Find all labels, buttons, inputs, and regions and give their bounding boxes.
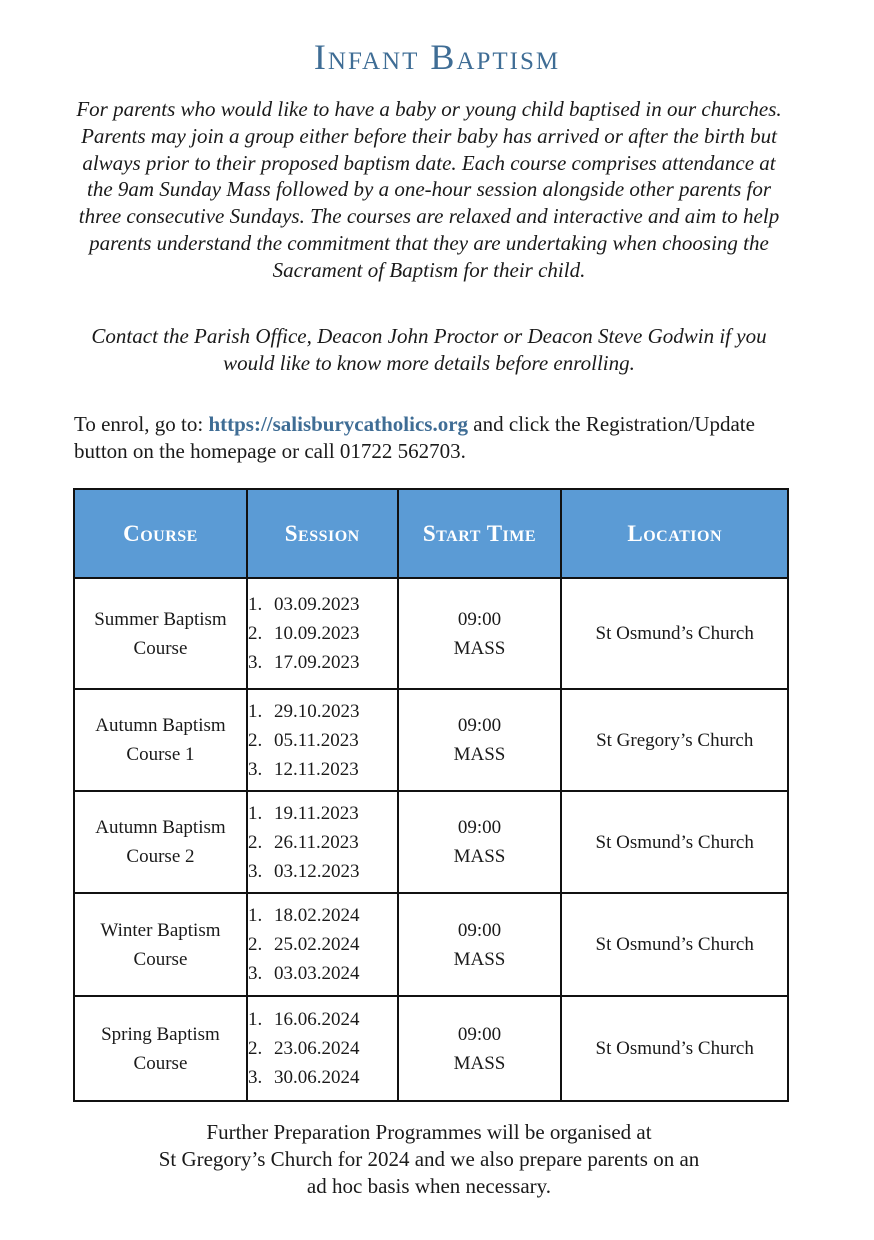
location-cell: St Gregory’s Church (561, 689, 788, 791)
session-date: 3. 12.11.2023 (247, 758, 359, 780)
enrol-paragraph (74, 411, 804, 465)
table-row (74, 996, 788, 1101)
enrol-prefix: To enrol, go to: (74, 412, 209, 436)
session-cell (247, 996, 398, 1101)
header-session: Session (247, 489, 398, 578)
session-date: 2. 10.09.2023 (247, 623, 360, 644)
header-location: Location (561, 489, 788, 578)
table-header-row (74, 489, 788, 578)
enrol-suffix: and click the Registration/Update button on the homepage or call 01722 562703. (74, 412, 755, 463)
location-cell: St Osmund’s Church (561, 996, 788, 1101)
session-date: 1. 18.02.2024 (247, 905, 360, 926)
session-cell (247, 893, 398, 996)
location-cell: St Osmund’s Church (561, 791, 788, 893)
header-start-time: Start Time (398, 489, 562, 578)
footer-note (70, 1119, 788, 1200)
session-date: 1. 03.09.2023 (247, 594, 360, 615)
start-time-cell: 09:00 MASS (398, 791, 562, 893)
page-title: Infant Baptism (313, 37, 561, 77)
course-cell (74, 996, 247, 1101)
session-date: 2. 05.11.2023 (247, 729, 359, 751)
start-time-cell: 09:00 MASS (398, 689, 562, 791)
course-name-line: Course 1 (126, 744, 195, 765)
session-date: 2. 26.11.2023 (247, 831, 359, 853)
session-cell (247, 689, 398, 791)
footer-line: ad hoc basis when necessary. (306, 1174, 552, 1198)
session-date: 3. 03.03.2024 (247, 963, 360, 984)
course-cell (74, 893, 247, 996)
session-date: 1. 19.11.2023 (247, 802, 359, 824)
table-row (74, 791, 788, 893)
session-date: 2. 23.06.2024 (247, 1038, 360, 1059)
course-name-line: Course (133, 1052, 188, 1074)
start-time-cell: 09:00 MASS (398, 893, 562, 996)
table-row (74, 893, 788, 996)
session-cell (247, 791, 398, 893)
course-name-line: Course 2 (126, 846, 195, 867)
intro-paragraph: For parents who would like to have a baby or young child baptised in our churches. Parents may join a group either before their baby has arrived or after the birth but always prior to their proposed baptism date. Each course comprises attendance at the 9am Sunday Mass followed by a one-hour session alongside other parents for three consecutive Sundays. The courses are relaxed and interactive and aim to help parents understand the commitment that they are undertaking when choosing the Sacrament of Baptism for their child. (76, 97, 782, 282)
website-link[interactable]: https://salisburycatholics.org (208, 412, 469, 436)
course-name-line: Autumn Baptism (95, 715, 226, 736)
course-name-line: Course (133, 637, 188, 659)
session-date: 3. 17.09.2023 (247, 652, 360, 673)
course-schedule-table (73, 488, 789, 1102)
course-cell (74, 689, 247, 791)
course-name-line: Winter Baptism (100, 919, 221, 941)
session-date: 3. 30.06.2024 (247, 1067, 360, 1088)
table-row (74, 689, 788, 791)
table-row (74, 578, 788, 689)
session-date: 1. 29.10.2023 (247, 700, 360, 722)
contact-paragraph: Contact the Parish Office, Deacon John Proctor or Deacon Steve Godwin if you would like to know more details before enrolling. (91, 324, 767, 375)
session-date: 3. 03.12.2023 (247, 860, 360, 882)
course-cell (74, 578, 247, 689)
course-name-line: Summer Baptism (94, 608, 227, 630)
course-name-line: Autumn Baptism (95, 817, 226, 838)
location-cell: St Osmund’s Church (561, 578, 788, 689)
course-name-line: Course (133, 948, 188, 970)
location-cell: St Osmund’s Church (561, 893, 788, 996)
footer-line: Further Preparation Programmes will be organised at (206, 1120, 652, 1144)
session-date: 2. 25.02.2024 (247, 934, 360, 955)
course-cell (74, 791, 247, 893)
header-course: Course (74, 489, 247, 578)
start-time-cell: 09:00 MASS (398, 578, 562, 689)
session-cell (247, 578, 398, 689)
course-name-line: Spring Baptism (101, 1023, 220, 1045)
footer-line: St Gregory’s Church for 2024 and we also prepare parents on an (158, 1147, 700, 1171)
start-time-cell: 09:00 MASS (398, 996, 562, 1101)
session-date: 1. 16.06.2024 (247, 1009, 360, 1030)
